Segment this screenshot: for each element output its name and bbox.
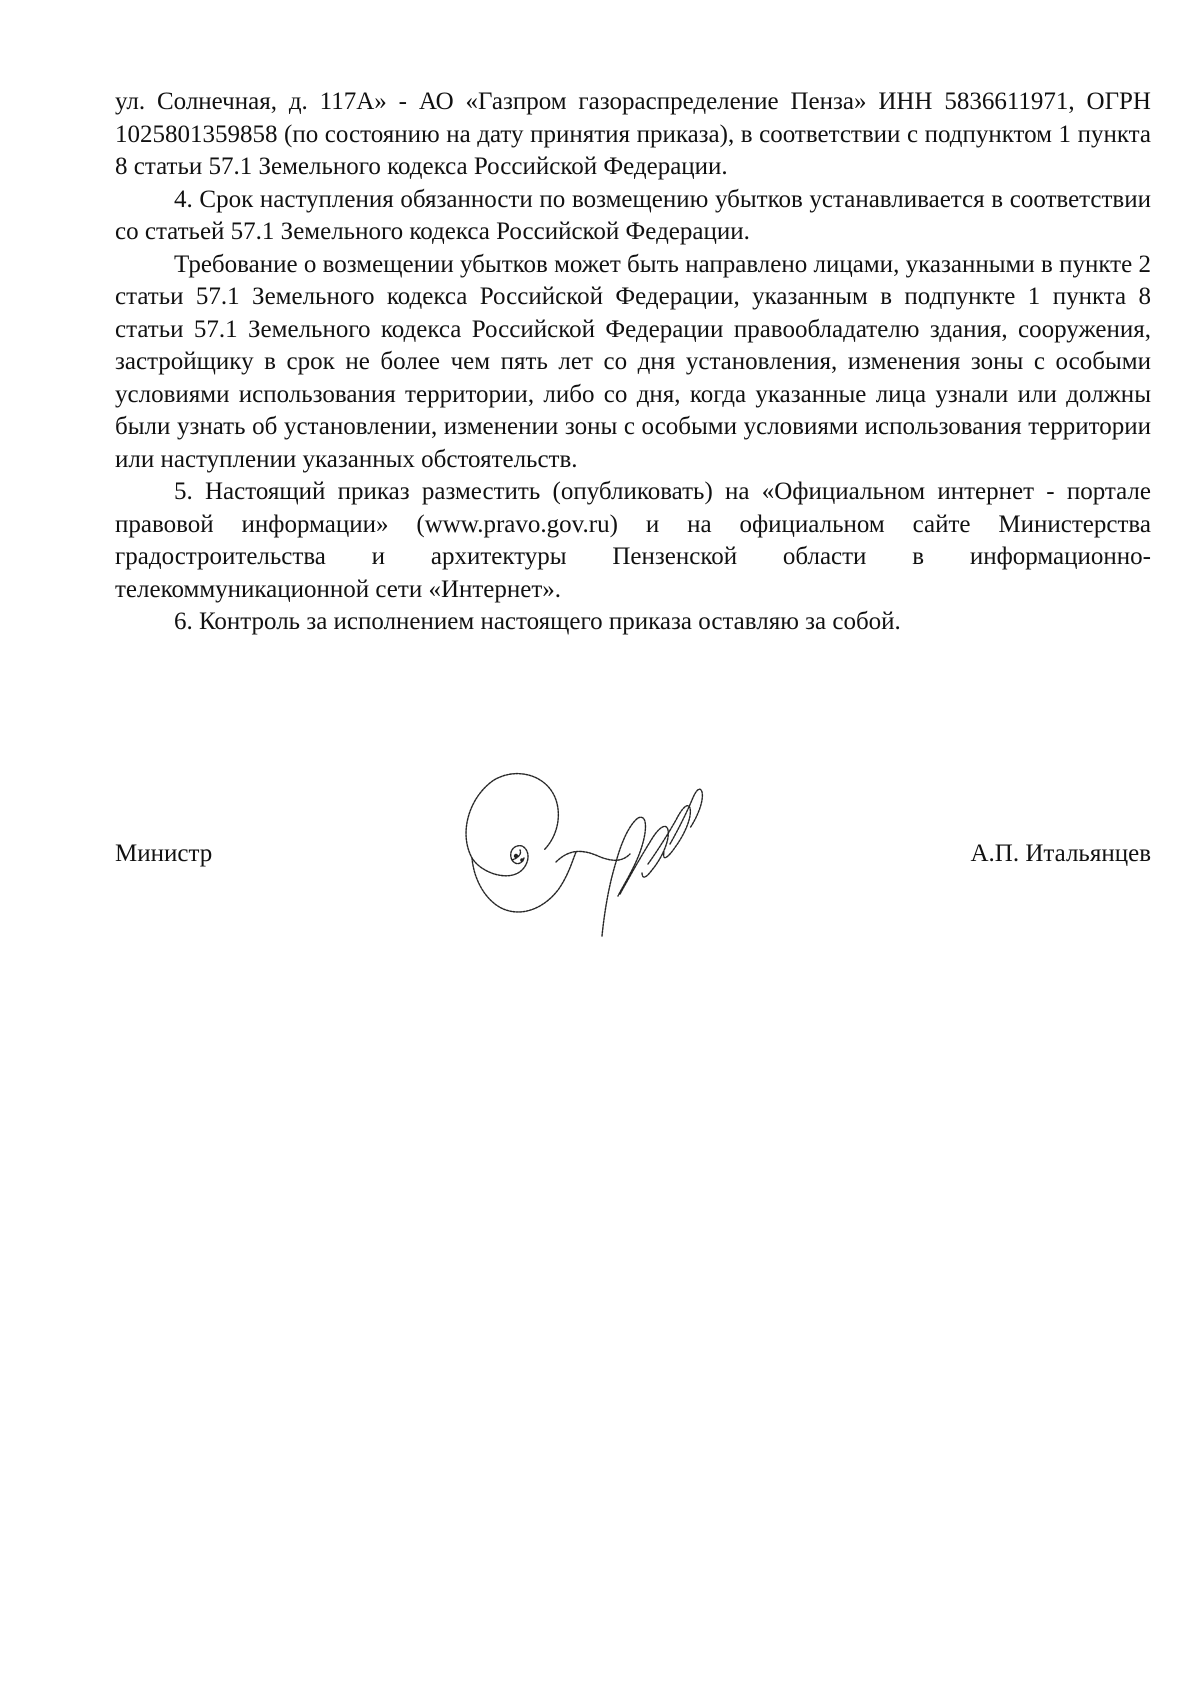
- paragraph-item-5: 5. Настоящий приказ разместить (опубликовать) на «Официальном интернет - портале правовой информации» (www.pravo.gov.ru) и на официальном сайте Министерства градостроительства и архитектуры Пензенской области в информационно-телекоммуникационной сети «Интернет».: [115, 478, 1151, 603]
- paragraph-item-4: 4. Срок наступления обязанности по возмещению убытков устанавливается в соответствии со статьей 57.1 Земельного кодекса Российской Федерации.: [115, 185, 1151, 245]
- paragraph-item-6: 6. Контроль за исполнением настоящего приказа оставляю за собой.: [174, 608, 901, 635]
- signer-name: А.П. Итальянцев: [970, 840, 1151, 867]
- handwritten-signature: [452, 766, 720, 946]
- paragraph-compensation-claim: Требование о возмещении убытков может быть направлено лицами, указанными в пункте 2 статьи 57.1 Земельного кодекса Российской Федерации, указанным в подпункте 1 пункта 8 статьи 57.1 Земельного кодекса Российской Федерации правообладателю здания, сооружения, застройщику в срок не более чем пять лет со дня установления, изменения зоны с особыми условиями использования территории, либо со дня, когда указанные лица узнали или должны были узнать об установлении, изменении зоны с особыми условиями использования территории или наступлении указанных обстоятельств.: [115, 250, 1151, 473]
- document-body: [115, 86, 1151, 639]
- signer-title: Министр: [115, 840, 213, 867]
- paragraph-address-continuation: ул. Солнечная, д. 117А» - АО «Газпром газораспределение Пенза» ИНН 5836611971, ОГРН 1025801359858 (по состоянию на дату принятия приказа), в соответствии с подпунктом 1 пункта 8 статьи 57.1 Земельного кодекса Российской Федерации.: [115, 88, 1151, 180]
